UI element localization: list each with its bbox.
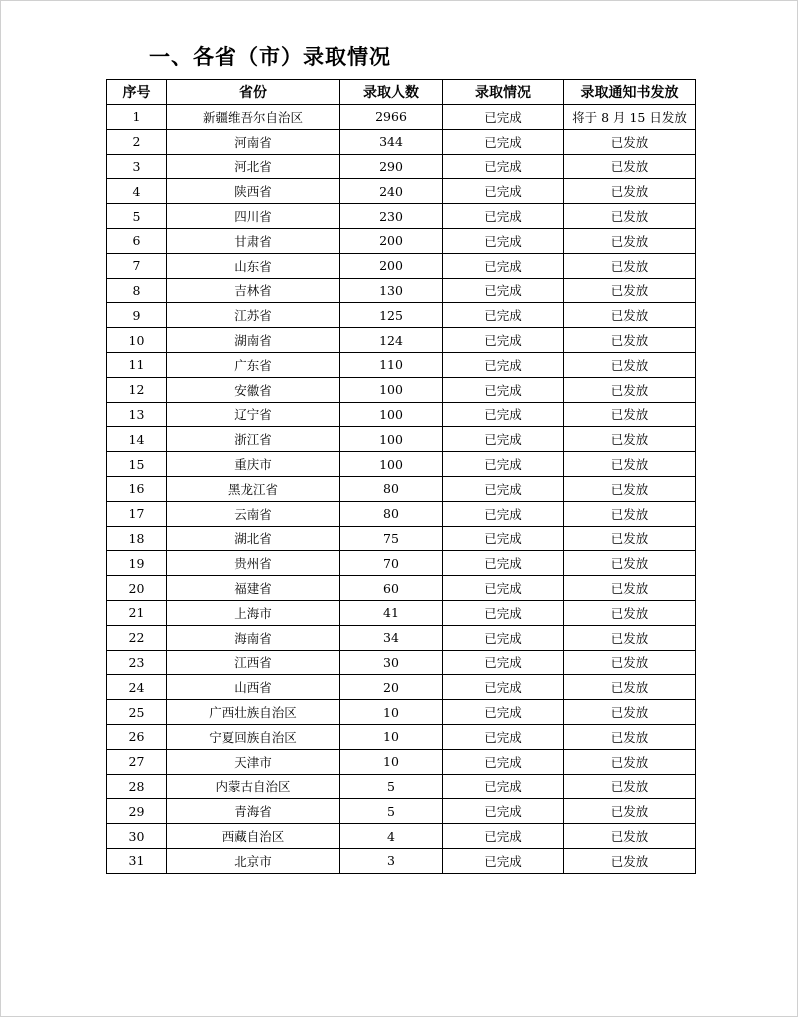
cell-province: 湖北省 bbox=[167, 526, 340, 551]
cell-province: 辽宁省 bbox=[167, 402, 340, 427]
cell-province: 广东省 bbox=[167, 352, 340, 377]
cell-admitted-count: 60 bbox=[340, 576, 443, 601]
cell-index: 23 bbox=[107, 650, 167, 675]
cell-admission-status: 已完成 bbox=[443, 452, 564, 477]
table-row bbox=[107, 700, 696, 725]
cell-notice-status: 已发放 bbox=[564, 749, 696, 774]
header-admitted-count: 录取人数 bbox=[340, 80, 443, 105]
cell-notice-status: 已发放 bbox=[564, 476, 696, 501]
cell-notice-status: 已发放 bbox=[564, 526, 696, 551]
cell-admission-status: 已完成 bbox=[443, 625, 564, 650]
cell-index: 1 bbox=[107, 105, 167, 130]
cell-admitted-count: 34 bbox=[340, 625, 443, 650]
cell-index: 4 bbox=[107, 179, 167, 204]
cell-admitted-count: 80 bbox=[340, 476, 443, 501]
cell-index: 18 bbox=[107, 526, 167, 551]
cell-index: 24 bbox=[107, 675, 167, 700]
cell-index: 29 bbox=[107, 799, 167, 824]
table-row bbox=[107, 402, 696, 427]
cell-index: 7 bbox=[107, 253, 167, 278]
table-row bbox=[107, 551, 696, 576]
cell-admission-status: 已完成 bbox=[443, 799, 564, 824]
cell-notice-status: 已发放 bbox=[564, 179, 696, 204]
table-header-row bbox=[107, 80, 696, 105]
cell-notice-status: 已发放 bbox=[564, 402, 696, 427]
cell-index: 22 bbox=[107, 625, 167, 650]
cell-admission-status: 已完成 bbox=[443, 551, 564, 576]
cell-admission-status: 已完成 bbox=[443, 675, 564, 700]
table-row bbox=[107, 377, 696, 402]
cell-province: 江苏省 bbox=[167, 303, 340, 328]
cell-admitted-count: 10 bbox=[340, 700, 443, 725]
cell-admission-status: 已完成 bbox=[443, 724, 564, 749]
table-row bbox=[107, 328, 696, 353]
cell-admission-status: 已完成 bbox=[443, 749, 564, 774]
table-row bbox=[107, 278, 696, 303]
cell-province: 河南省 bbox=[167, 129, 340, 154]
cell-province: 宁夏回族自治区 bbox=[167, 724, 340, 749]
cell-admitted-count: 5 bbox=[340, 799, 443, 824]
table-row bbox=[107, 179, 696, 204]
cell-province: 江西省 bbox=[167, 650, 340, 675]
cell-notice-status: 已发放 bbox=[564, 625, 696, 650]
cell-index: 12 bbox=[107, 377, 167, 402]
cell-province: 内蒙古自治区 bbox=[167, 774, 340, 799]
cell-admission-status: 已完成 bbox=[443, 105, 564, 130]
cell-index: 2 bbox=[107, 129, 167, 154]
cell-province: 福建省 bbox=[167, 576, 340, 601]
cell-admitted-count: 30 bbox=[340, 650, 443, 675]
cell-notice-status: 将于 8 月 15 日发放 bbox=[564, 105, 696, 130]
cell-province: 陕西省 bbox=[167, 179, 340, 204]
cell-notice-status: 已发放 bbox=[564, 501, 696, 526]
cell-notice-status: 已发放 bbox=[564, 452, 696, 477]
cell-index: 27 bbox=[107, 749, 167, 774]
cell-notice-status: 已发放 bbox=[564, 204, 696, 229]
cell-province: 吉林省 bbox=[167, 278, 340, 303]
table-row bbox=[107, 799, 696, 824]
cell-admitted-count: 10 bbox=[340, 749, 443, 774]
cell-notice-status: 已发放 bbox=[564, 303, 696, 328]
cell-notice-status: 已发放 bbox=[564, 253, 696, 278]
cell-province: 湖南省 bbox=[167, 328, 340, 353]
cell-province: 四川省 bbox=[167, 204, 340, 229]
cell-admitted-count: 130 bbox=[340, 278, 443, 303]
cell-index: 19 bbox=[107, 551, 167, 576]
table-row bbox=[107, 105, 696, 130]
cell-admitted-count: 110 bbox=[340, 352, 443, 377]
cell-notice-status: 已发放 bbox=[564, 724, 696, 749]
header-admission-status: 录取情况 bbox=[443, 80, 564, 105]
cell-notice-status: 已发放 bbox=[564, 427, 696, 452]
cell-index: 25 bbox=[107, 700, 167, 725]
cell-index: 28 bbox=[107, 774, 167, 799]
cell-admission-status: 已完成 bbox=[443, 204, 564, 229]
cell-notice-status: 已发放 bbox=[564, 700, 696, 725]
cell-province: 海南省 bbox=[167, 625, 340, 650]
table-row bbox=[107, 650, 696, 675]
cell-notice-status: 已发放 bbox=[564, 774, 696, 799]
table-row bbox=[107, 452, 696, 477]
cell-admitted-count: 70 bbox=[340, 551, 443, 576]
cell-index: 15 bbox=[107, 452, 167, 477]
header-province: 省份 bbox=[167, 80, 340, 105]
cell-index: 6 bbox=[107, 228, 167, 253]
table-row bbox=[107, 204, 696, 229]
table-row bbox=[107, 154, 696, 179]
cell-notice-status: 已发放 bbox=[564, 278, 696, 303]
cell-admission-status: 已完成 bbox=[443, 526, 564, 551]
cell-admission-status: 已完成 bbox=[443, 402, 564, 427]
cell-index: 3 bbox=[107, 154, 167, 179]
cell-province: 北京市 bbox=[167, 848, 340, 873]
cell-index: 21 bbox=[107, 600, 167, 625]
section-title: 一、各省（市）录取情况 bbox=[149, 45, 391, 69]
table-row bbox=[107, 253, 696, 278]
cell-notice-status: 已发放 bbox=[564, 650, 696, 675]
cell-admission-status: 已完成 bbox=[443, 179, 564, 204]
table-row bbox=[107, 724, 696, 749]
cell-notice-status: 已发放 bbox=[564, 328, 696, 353]
cell-admission-status: 已完成 bbox=[443, 774, 564, 799]
admission-table bbox=[106, 79, 696, 874]
cell-admitted-count: 200 bbox=[340, 228, 443, 253]
table-row bbox=[107, 228, 696, 253]
cell-admission-status: 已完成 bbox=[443, 328, 564, 353]
table-row bbox=[107, 526, 696, 551]
table-row bbox=[107, 625, 696, 650]
cell-admission-status: 已完成 bbox=[443, 476, 564, 501]
cell-admitted-count: 3 bbox=[340, 848, 443, 873]
table-row bbox=[107, 848, 696, 873]
cell-province: 云南省 bbox=[167, 501, 340, 526]
cell-province: 浙江省 bbox=[167, 427, 340, 452]
cell-province: 山西省 bbox=[167, 675, 340, 700]
cell-province: 上海市 bbox=[167, 600, 340, 625]
table-row bbox=[107, 303, 696, 328]
cell-admitted-count: 290 bbox=[340, 154, 443, 179]
table-row bbox=[107, 600, 696, 625]
cell-admitted-count: 125 bbox=[340, 303, 443, 328]
cell-index: 17 bbox=[107, 501, 167, 526]
cell-province: 重庆市 bbox=[167, 452, 340, 477]
cell-notice-status: 已发放 bbox=[564, 824, 696, 849]
cell-admission-status: 已完成 bbox=[443, 576, 564, 601]
table-row bbox=[107, 675, 696, 700]
cell-admitted-count: 100 bbox=[340, 452, 443, 477]
cell-admission-status: 已完成 bbox=[443, 303, 564, 328]
cell-admission-status: 已完成 bbox=[443, 427, 564, 452]
table-row bbox=[107, 476, 696, 501]
cell-notice-status: 已发放 bbox=[564, 848, 696, 873]
cell-index: 9 bbox=[107, 303, 167, 328]
cell-index: 11 bbox=[107, 352, 167, 377]
cell-admitted-count: 200 bbox=[340, 253, 443, 278]
cell-notice-status: 已发放 bbox=[564, 377, 696, 402]
cell-province: 甘肃省 bbox=[167, 228, 340, 253]
cell-admission-status: 已完成 bbox=[443, 501, 564, 526]
cell-index: 26 bbox=[107, 724, 167, 749]
cell-admitted-count: 240 bbox=[340, 179, 443, 204]
cell-notice-status: 已发放 bbox=[564, 154, 696, 179]
cell-index: 14 bbox=[107, 427, 167, 452]
cell-admitted-count: 100 bbox=[340, 427, 443, 452]
cell-admission-status: 已完成 bbox=[443, 352, 564, 377]
cell-admission-status: 已完成 bbox=[443, 824, 564, 849]
header-index: 序号 bbox=[107, 80, 167, 105]
cell-admitted-count: 100 bbox=[340, 377, 443, 402]
table-row bbox=[107, 427, 696, 452]
cell-admission-status: 已完成 bbox=[443, 154, 564, 179]
cell-index: 10 bbox=[107, 328, 167, 353]
cell-notice-status: 已发放 bbox=[564, 352, 696, 377]
cell-admitted-count: 230 bbox=[340, 204, 443, 229]
cell-index: 5 bbox=[107, 204, 167, 229]
cell-index: 8 bbox=[107, 278, 167, 303]
cell-province: 广西壮族自治区 bbox=[167, 700, 340, 725]
cell-notice-status: 已发放 bbox=[564, 799, 696, 824]
cell-admitted-count: 20 bbox=[340, 675, 443, 700]
cell-index: 13 bbox=[107, 402, 167, 427]
cell-province: 安徽省 bbox=[167, 377, 340, 402]
table-row bbox=[107, 352, 696, 377]
cell-index: 31 bbox=[107, 848, 167, 873]
cell-admission-status: 已完成 bbox=[443, 228, 564, 253]
cell-admission-status: 已完成 bbox=[443, 600, 564, 625]
cell-notice-status: 已发放 bbox=[564, 600, 696, 625]
cell-province: 青海省 bbox=[167, 799, 340, 824]
cell-admission-status: 已完成 bbox=[443, 129, 564, 154]
cell-index: 16 bbox=[107, 476, 167, 501]
table-row bbox=[107, 129, 696, 154]
cell-admitted-count: 41 bbox=[340, 600, 443, 625]
cell-admission-status: 已完成 bbox=[443, 377, 564, 402]
cell-province: 天津市 bbox=[167, 749, 340, 774]
cell-province: 河北省 bbox=[167, 154, 340, 179]
cell-index: 20 bbox=[107, 576, 167, 601]
cell-index: 30 bbox=[107, 824, 167, 849]
cell-admission-status: 已完成 bbox=[443, 848, 564, 873]
cell-province: 贵州省 bbox=[167, 551, 340, 576]
cell-admitted-count: 80 bbox=[340, 501, 443, 526]
cell-province: 新疆维吾尔自治区 bbox=[167, 105, 340, 130]
cell-province: 西藏自治区 bbox=[167, 824, 340, 849]
cell-admitted-count: 344 bbox=[340, 129, 443, 154]
cell-admitted-count: 5 bbox=[340, 774, 443, 799]
table-row bbox=[107, 576, 696, 601]
cell-admitted-count: 100 bbox=[340, 402, 443, 427]
table-row bbox=[107, 824, 696, 849]
cell-admission-status: 已完成 bbox=[443, 650, 564, 675]
cell-admission-status: 已完成 bbox=[443, 278, 564, 303]
cell-province: 黑龙江省 bbox=[167, 476, 340, 501]
cell-province: 山东省 bbox=[167, 253, 340, 278]
cell-admitted-count: 75 bbox=[340, 526, 443, 551]
header-notice-status: 录取通知书发放 bbox=[564, 80, 696, 105]
cell-notice-status: 已发放 bbox=[564, 576, 696, 601]
cell-notice-status: 已发放 bbox=[564, 551, 696, 576]
cell-admitted-count: 4 bbox=[340, 824, 443, 849]
cell-admission-status: 已完成 bbox=[443, 253, 564, 278]
table-row bbox=[107, 501, 696, 526]
cell-notice-status: 已发放 bbox=[564, 228, 696, 253]
cell-admitted-count: 124 bbox=[340, 328, 443, 353]
cell-admission-status: 已完成 bbox=[443, 700, 564, 725]
cell-notice-status: 已发放 bbox=[564, 129, 696, 154]
table-row bbox=[107, 774, 696, 799]
cell-admitted-count: 2966 bbox=[340, 105, 443, 130]
table-row bbox=[107, 749, 696, 774]
cell-notice-status: 已发放 bbox=[564, 675, 696, 700]
cell-admitted-count: 10 bbox=[340, 724, 443, 749]
